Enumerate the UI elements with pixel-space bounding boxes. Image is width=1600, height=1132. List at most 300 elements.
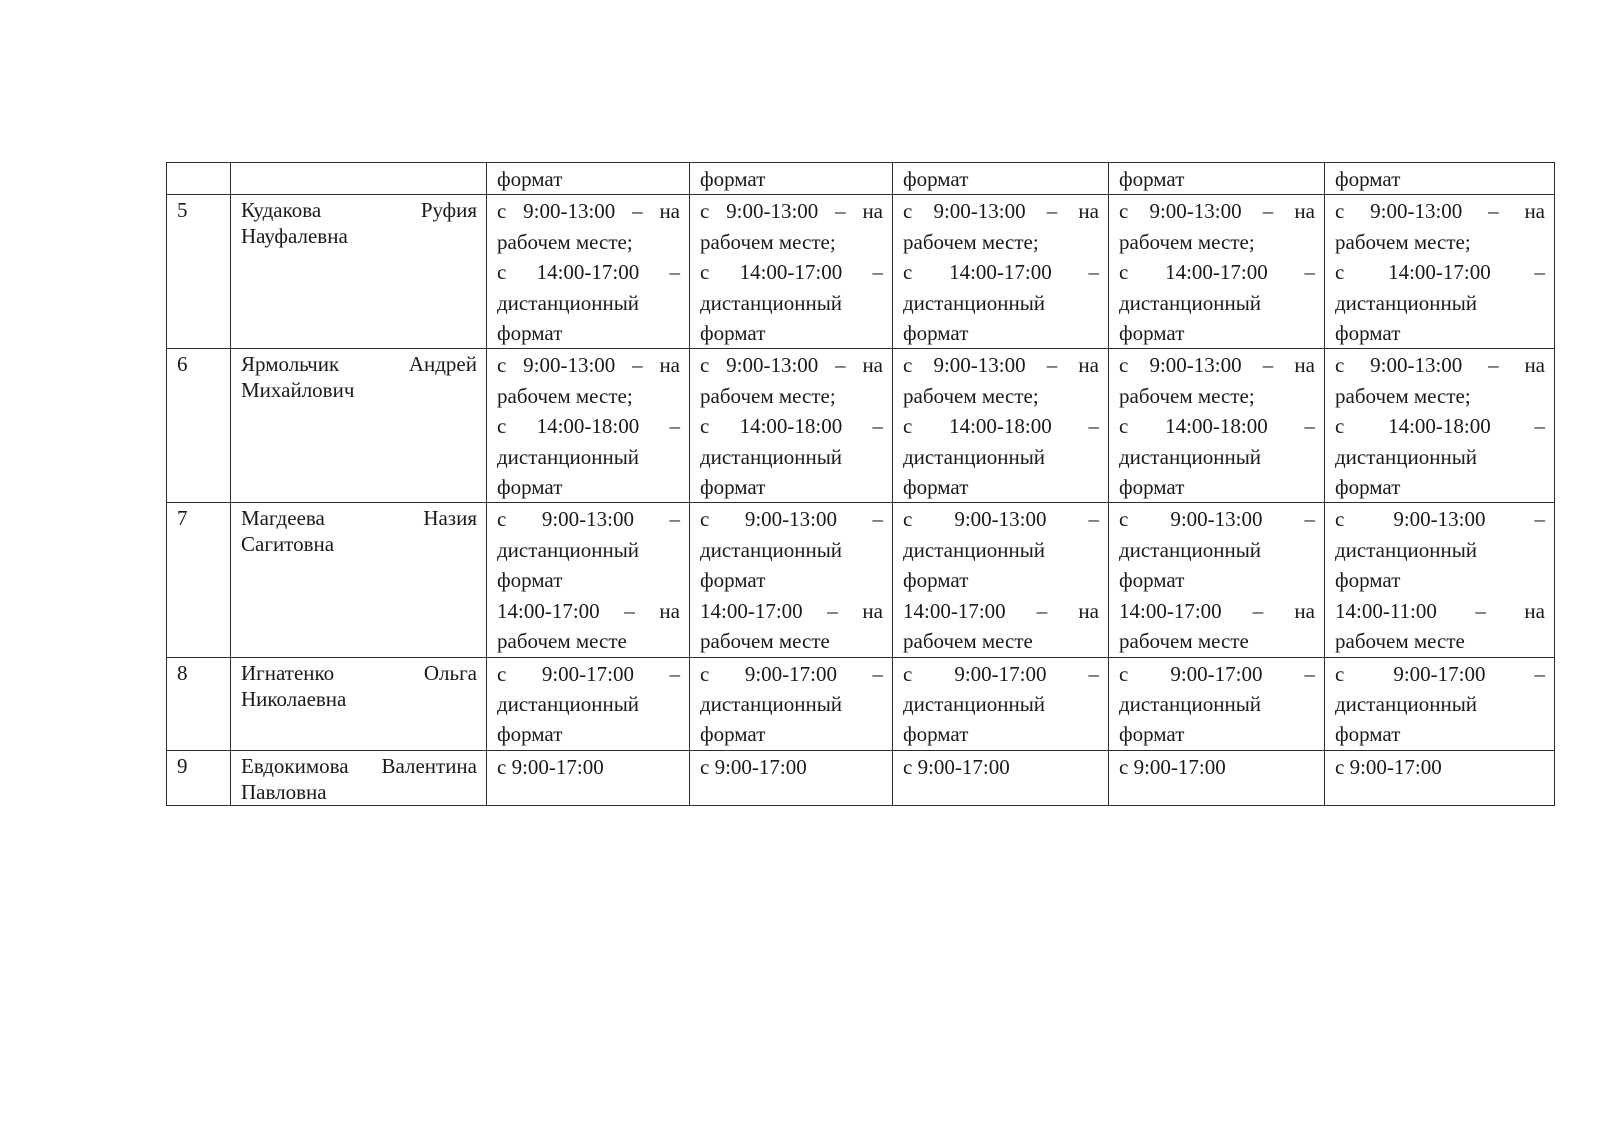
schedule-cell xyxy=(690,195,893,349)
schedule-text: рабочем месте; xyxy=(1335,383,1471,408)
schedule-text: дистанционный xyxy=(497,537,640,562)
schedule-text: формат xyxy=(903,722,969,747)
schedule-line xyxy=(903,227,1099,257)
schedule-text: 14:00-17:00 xyxy=(700,598,803,623)
employee-name-cell xyxy=(231,503,487,657)
schedule-text: – xyxy=(669,661,680,686)
schedule-text: с xyxy=(903,507,913,532)
schedule-text: рабочем месте; xyxy=(700,229,836,254)
schedule-text: – xyxy=(1088,661,1099,686)
schedule-text: на xyxy=(862,199,883,224)
schedule-line xyxy=(700,288,883,318)
schedule-line xyxy=(1119,565,1315,595)
employee-name-line xyxy=(241,197,477,223)
schedule-text: дистанционный xyxy=(1119,691,1262,716)
number-cell xyxy=(167,163,231,195)
schedule-line xyxy=(497,504,680,534)
schedule-line xyxy=(497,626,680,656)
schedule-line xyxy=(700,504,883,534)
table-row xyxy=(167,349,1555,503)
schedule-text: с xyxy=(700,199,710,224)
schedule-text: с xyxy=(700,260,710,285)
schedule-text: формат xyxy=(700,568,766,593)
schedule-text: 14:00-17:00 xyxy=(739,260,843,285)
schedule-cell xyxy=(690,503,893,657)
schedule-text: с xyxy=(903,199,913,224)
schedule-text: формат xyxy=(1335,722,1401,747)
schedule-text: – xyxy=(1534,507,1545,532)
schedule-text: рабочем месте xyxy=(700,629,830,654)
schedule-line xyxy=(700,381,883,411)
schedule-line xyxy=(903,472,1099,502)
schedule-text: с xyxy=(1335,353,1345,378)
schedule-text: рабочем месте; xyxy=(903,229,1039,254)
schedule-line xyxy=(1335,535,1545,565)
schedule-text: 9:00-13:00 xyxy=(1370,353,1463,378)
schedule-text: 9:00-13:00 xyxy=(1170,507,1263,532)
schedule-line xyxy=(1335,288,1545,318)
schedule-text: с xyxy=(903,661,913,686)
schedule-text: 14:00-17:00 xyxy=(903,598,1006,623)
schedule-line xyxy=(497,442,680,472)
employee-first-name: Руфия xyxy=(420,198,477,223)
employee-surname: Игнатенко xyxy=(241,660,335,685)
schedule-text: формат xyxy=(903,568,969,593)
name-cell xyxy=(231,163,487,195)
employee-surname: Ярмольчик xyxy=(241,352,340,377)
schedule-text: – xyxy=(632,199,643,224)
schedule-line xyxy=(1335,411,1545,441)
schedule-text: 9:00-13:00 xyxy=(1149,199,1242,224)
schedule-text: с 9:00-17:00 xyxy=(497,754,604,779)
schedule-text: 9:00-17:00 xyxy=(744,661,837,686)
schedule-line xyxy=(700,442,883,472)
schedule-text: с xyxy=(700,507,710,532)
schedule-text: на xyxy=(1294,353,1315,378)
schedule-text: на xyxy=(1294,199,1315,224)
schedule-text: формат xyxy=(700,475,766,500)
schedule-line xyxy=(497,227,680,257)
schedule-text: дистанционный xyxy=(700,537,843,562)
schedule-cell xyxy=(893,503,1109,657)
schedule-text: на xyxy=(862,353,883,378)
schedule-cell xyxy=(893,750,1109,805)
schedule-line xyxy=(1119,626,1315,656)
schedule-line xyxy=(497,752,680,782)
schedule-text: формат xyxy=(497,321,563,346)
schedule-line xyxy=(497,689,680,719)
schedule-line xyxy=(497,535,680,565)
schedule-line xyxy=(1335,565,1545,595)
schedule-text: 9:00-13:00 xyxy=(541,507,634,532)
schedule-line xyxy=(1119,535,1315,565)
row-number: 9 xyxy=(167,750,231,805)
schedule-text: 9:00-13:00 xyxy=(523,199,616,224)
schedule-text: – xyxy=(1036,598,1048,623)
schedule-text: с 9:00-17:00 xyxy=(1119,754,1226,779)
schedule-line xyxy=(1335,504,1545,534)
schedule-line xyxy=(903,381,1099,411)
schedule-text: 9:00-13:00 xyxy=(933,199,1026,224)
schedule-text: 9:00-13:00 xyxy=(1370,199,1463,224)
schedule-text: рабочем месте; xyxy=(1335,229,1471,254)
schedule-text: с xyxy=(497,661,507,686)
schedule-line xyxy=(497,411,680,441)
schedule-text: дистанционный xyxy=(903,290,1046,315)
schedule-line xyxy=(1335,659,1545,689)
schedule-text: – xyxy=(1488,199,1499,224)
schedule-cell xyxy=(1325,195,1555,349)
schedule-text: дистанционный xyxy=(1335,444,1478,469)
schedule-text: 14:00-18:00 xyxy=(1388,414,1491,439)
table-row xyxy=(167,195,1555,349)
schedule-text: – xyxy=(624,598,635,623)
schedule-line xyxy=(903,411,1099,441)
schedule-text: дистанционный xyxy=(700,290,843,315)
schedule-cell xyxy=(1325,657,1555,750)
schedule-text: 14:00-18:00 xyxy=(1165,414,1268,439)
schedule-text: формат xyxy=(1119,321,1185,346)
schedule-cell xyxy=(487,503,690,657)
schedule-text: формат xyxy=(700,321,766,346)
schedule-text: формат xyxy=(1335,475,1401,500)
schedule-text: 9:00-13:00 xyxy=(523,353,616,378)
schedule-line xyxy=(497,719,680,749)
schedule-text: – xyxy=(1088,260,1099,285)
schedule-text: – xyxy=(1262,353,1274,378)
schedule-text: – xyxy=(1088,414,1099,439)
schedule-line xyxy=(903,318,1099,348)
schedule-text: – xyxy=(1252,598,1264,623)
schedule-line xyxy=(1119,411,1315,441)
schedule-line xyxy=(1119,752,1315,782)
schedule-text: на xyxy=(659,199,680,224)
schedule-line xyxy=(1119,288,1315,318)
schedule-text: рабочем месте; xyxy=(700,383,836,408)
schedule-line xyxy=(903,689,1099,719)
schedule-body xyxy=(167,163,1555,806)
schedule-text: 14:00-17:00 xyxy=(1165,260,1268,285)
schedule-cell: формат xyxy=(1109,163,1325,195)
schedule-text: рабочем месте xyxy=(1119,629,1249,654)
schedule-cell xyxy=(893,657,1109,750)
schedule-text: – xyxy=(1262,199,1274,224)
schedule-cell xyxy=(1325,349,1555,503)
schedule-text: рабочем месте xyxy=(497,629,627,654)
schedule-text: 14:00-17:00 xyxy=(1388,260,1491,285)
employee-patronymic: Павловна xyxy=(241,779,327,804)
schedule-text: с xyxy=(1335,199,1345,224)
employee-surname: Магдеева xyxy=(241,506,325,531)
schedule-line xyxy=(700,659,883,689)
schedule-line xyxy=(700,472,883,502)
schedule-cell: формат xyxy=(893,163,1109,195)
schedule-text: – xyxy=(1475,598,1486,623)
schedule-table xyxy=(166,162,1555,806)
employee-surname: Евдокимова xyxy=(241,753,349,778)
schedule-text: 14:00-17:00 xyxy=(1119,598,1222,623)
table-row xyxy=(167,657,1555,750)
schedule-text: дистанционный xyxy=(497,290,640,315)
schedule-text: – xyxy=(669,414,680,439)
schedule-text: с xyxy=(1119,507,1129,532)
schedule-cell xyxy=(1325,503,1555,657)
schedule-text: с xyxy=(1335,260,1345,285)
schedule-text: 14:00-18:00 xyxy=(949,414,1052,439)
schedule-text: рабочем месте; xyxy=(1119,229,1255,254)
schedule-text: – xyxy=(1534,260,1545,285)
schedule-text: – xyxy=(1046,199,1058,224)
schedule-line xyxy=(497,350,680,380)
employee-name-line xyxy=(241,753,477,779)
schedule-cell xyxy=(1109,195,1325,349)
schedule-text: дистанционный xyxy=(1335,290,1478,315)
schedule-text: дистанционный xyxy=(903,444,1046,469)
employee-first-name: Назия xyxy=(423,506,477,531)
schedule-line xyxy=(1119,596,1315,626)
schedule-line xyxy=(1335,318,1545,348)
schedule-text: на xyxy=(1078,353,1099,378)
schedule-text: дистанционный xyxy=(700,444,843,469)
employee-first-name: Валентина xyxy=(381,753,477,778)
schedule-line xyxy=(700,535,883,565)
schedule-text: на xyxy=(862,598,883,623)
schedule-text: 9:00-13:00 xyxy=(726,353,819,378)
schedule-line xyxy=(1335,257,1545,287)
schedule-line xyxy=(1119,196,1315,226)
schedule-line xyxy=(1335,196,1545,226)
schedule-text: с xyxy=(1119,199,1129,224)
schedule-text: с xyxy=(903,260,913,285)
schedule-line xyxy=(700,318,883,348)
schedule-text: – xyxy=(872,414,883,439)
schedule-line xyxy=(1335,596,1545,626)
schedule-cell xyxy=(1325,750,1555,805)
schedule-text: – xyxy=(835,199,846,224)
schedule-line xyxy=(497,596,680,626)
schedule-line xyxy=(497,318,680,348)
schedule-text: рабочем месте; xyxy=(903,383,1039,408)
employee-name-line xyxy=(241,351,477,377)
schedule-cell: формат xyxy=(690,163,893,195)
schedule-text: с xyxy=(903,353,913,378)
schedule-text: – xyxy=(1304,260,1315,285)
schedule-text: на xyxy=(659,353,680,378)
schedule-line xyxy=(1335,626,1545,656)
schedule-line xyxy=(1119,504,1315,534)
schedule-line xyxy=(903,659,1099,689)
schedule-text: 9:00-13:00 xyxy=(744,507,837,532)
schedule-text: 14:00-11:00 xyxy=(1335,598,1437,623)
employee-first-name: Ольга xyxy=(423,660,477,685)
schedule-text: с 9:00-17:00 xyxy=(1335,754,1442,779)
schedule-text: дистанционный xyxy=(1335,537,1478,562)
schedule-text: – xyxy=(872,661,883,686)
schedule-line xyxy=(903,196,1099,226)
schedule-line xyxy=(497,196,680,226)
schedule-text: формат xyxy=(903,321,969,346)
schedule-line xyxy=(1335,752,1545,782)
schedule-text: – xyxy=(835,353,846,378)
schedule-text: 9:00-13:00 xyxy=(1149,353,1242,378)
schedule-line xyxy=(1119,350,1315,380)
row-number: 5 xyxy=(167,195,231,349)
schedule-text: – xyxy=(1534,661,1545,686)
schedule-line xyxy=(903,257,1099,287)
schedule-text: формат xyxy=(700,722,766,747)
schedule-line xyxy=(1335,227,1545,257)
schedule-text: дистанционный xyxy=(1335,691,1478,716)
schedule-cell xyxy=(487,195,690,349)
schedule-text: дистанционный xyxy=(903,691,1046,716)
employee-first-name: Андрей xyxy=(408,352,477,377)
schedule-text: с xyxy=(700,661,710,686)
schedule-line xyxy=(903,288,1099,318)
schedule-cell xyxy=(1109,349,1325,503)
schedule-text: рабочем месте; xyxy=(497,383,633,408)
schedule-cell: формат xyxy=(487,163,690,195)
schedule-text: с xyxy=(497,260,507,285)
schedule-cell xyxy=(487,750,690,805)
schedule-line xyxy=(903,565,1099,595)
schedule-line xyxy=(700,626,883,656)
schedule-text: формат xyxy=(903,475,969,500)
table-row xyxy=(167,750,1555,805)
schedule-text: на xyxy=(1078,199,1099,224)
schedule-cell xyxy=(690,349,893,503)
schedule-cell xyxy=(487,349,690,503)
schedule-text: дистанционный xyxy=(497,691,640,716)
schedule-cell xyxy=(1109,503,1325,657)
schedule-cell xyxy=(893,349,1109,503)
employee-name-line xyxy=(241,505,477,531)
schedule-line xyxy=(700,196,883,226)
schedule-line xyxy=(1119,659,1315,689)
schedule-text: формат xyxy=(497,475,563,500)
schedule-text: с xyxy=(497,414,507,439)
schedule-text: на xyxy=(1078,598,1099,623)
schedule-line xyxy=(700,565,883,595)
schedule-line xyxy=(700,350,883,380)
employee-name-cell xyxy=(231,349,487,503)
schedule-text: – xyxy=(669,260,680,285)
schedule-text: на xyxy=(1524,199,1545,224)
schedule-text: 9:00-17:00 xyxy=(541,661,634,686)
schedule-text: с xyxy=(497,507,507,532)
table-row-continuation xyxy=(167,163,1555,195)
schedule-text: – xyxy=(827,598,838,623)
schedule-line xyxy=(903,752,1099,782)
schedule-text: 9:00-13:00 xyxy=(954,507,1047,532)
schedule-line xyxy=(1119,472,1315,502)
schedule-text: 9:00-17:00 xyxy=(1170,661,1263,686)
schedule-text: 9:00-17:00 xyxy=(1393,661,1486,686)
schedule-text: на xyxy=(1294,598,1315,623)
schedule-text: формат xyxy=(497,568,563,593)
schedule-text: формат xyxy=(1119,568,1185,593)
schedule-line xyxy=(1335,719,1545,749)
schedule-line xyxy=(700,411,883,441)
schedule-text: с xyxy=(1119,414,1129,439)
schedule-line xyxy=(1119,227,1315,257)
schedule-text: рабочем месте xyxy=(1335,629,1465,654)
schedule-cell xyxy=(487,657,690,750)
schedule-line xyxy=(903,719,1099,749)
schedule-line xyxy=(700,689,883,719)
schedule-line xyxy=(497,659,680,689)
schedule-text: – xyxy=(669,507,680,532)
schedule-text: 9:00-13:00 xyxy=(726,199,819,224)
schedule-line xyxy=(1335,689,1545,719)
schedule-text: с xyxy=(1119,260,1129,285)
employee-surname: Кудакова xyxy=(241,198,322,223)
schedule-text: с xyxy=(497,199,507,224)
schedule-text: 14:00-17:00 xyxy=(497,598,600,623)
row-number: 7 xyxy=(167,503,231,657)
employee-name-cell xyxy=(231,195,487,349)
schedule-line xyxy=(700,719,883,749)
schedule-line xyxy=(1119,689,1315,719)
schedule-text: дистанционный xyxy=(700,691,843,716)
schedule-text: дистанционный xyxy=(497,444,640,469)
schedule-text: 14:00-18:00 xyxy=(536,414,640,439)
schedule-text: рабочем месте; xyxy=(497,229,633,254)
schedule-text: 14:00-17:00 xyxy=(949,260,1052,285)
employee-name-cell xyxy=(231,750,487,805)
schedule-text: с 9:00-17:00 xyxy=(903,754,1010,779)
schedule-text: 9:00-13:00 xyxy=(1393,507,1486,532)
schedule-line xyxy=(903,350,1099,380)
employee-name-line xyxy=(241,660,477,686)
schedule-line xyxy=(1119,257,1315,287)
schedule-text: дистанционный xyxy=(1119,290,1262,315)
schedule-text: – xyxy=(1088,507,1099,532)
schedule-line xyxy=(497,472,680,502)
schedule-text: с xyxy=(1335,507,1345,532)
schedule-line xyxy=(1119,318,1315,348)
schedule-line xyxy=(497,257,680,287)
schedule-text: с xyxy=(1335,661,1345,686)
schedule-cell: формат xyxy=(1325,163,1555,195)
schedule-text: 9:00-17:00 xyxy=(954,661,1047,686)
schedule-line xyxy=(1119,381,1315,411)
schedule-text: с xyxy=(903,414,913,439)
schedule-text: с xyxy=(1119,661,1129,686)
schedule-cell xyxy=(690,750,893,805)
schedule-line xyxy=(700,227,883,257)
schedule-cell xyxy=(1109,750,1325,805)
schedule-text: – xyxy=(1046,353,1058,378)
schedule-text: формат xyxy=(497,722,563,747)
schedule-text: на xyxy=(1524,353,1545,378)
schedule-text: формат xyxy=(1119,475,1185,500)
schedule-text: с xyxy=(1335,414,1345,439)
schedule-line xyxy=(903,626,1099,656)
schedule-cell xyxy=(1109,657,1325,750)
schedule-line xyxy=(903,504,1099,534)
schedule-text: дистанционный xyxy=(1119,537,1262,562)
schedule-text: – xyxy=(872,507,883,532)
schedule-text: с xyxy=(700,414,710,439)
schedule-line xyxy=(903,442,1099,472)
schedule-text: формат xyxy=(1335,568,1401,593)
schedule-text: на xyxy=(659,598,680,623)
schedule-text: рабочем месте xyxy=(903,629,1033,654)
employee-patronymic: Науфалевна xyxy=(241,224,348,249)
schedule-text: – xyxy=(1304,661,1315,686)
table-row xyxy=(167,503,1555,657)
schedule-text: с xyxy=(1119,353,1129,378)
